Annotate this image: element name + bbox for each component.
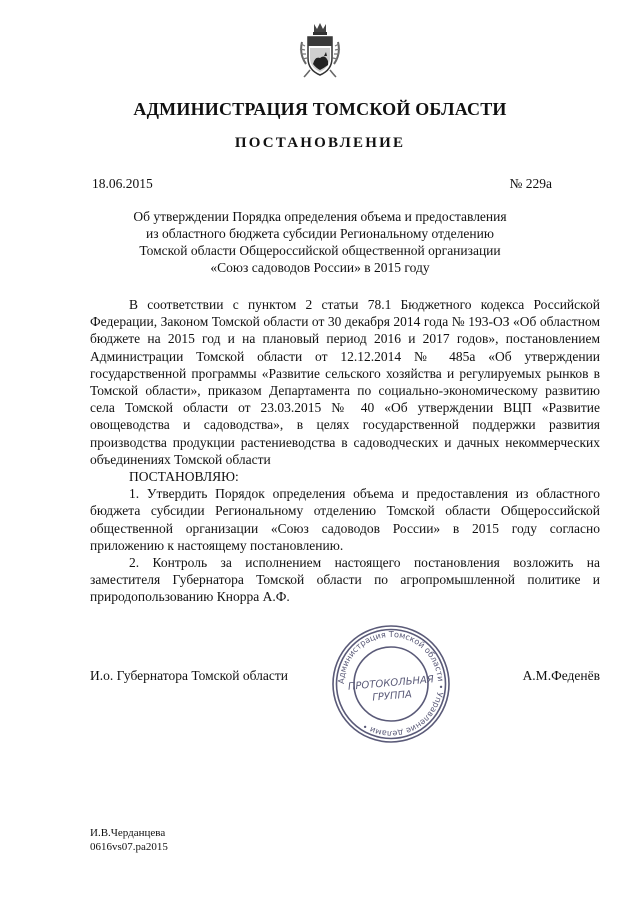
author-name: И.В.Черданцева — [90, 827, 166, 839]
document-code: 0616vs07.ра2015 — [90, 841, 168, 853]
document-footer — [90, 826, 168, 854]
signer-name: А.М.Феденёв — [522, 668, 600, 683]
signer-position: И.о. Губернатора Томской области — [90, 668, 288, 683]
stamp-ring-text: Администрация Томской области • Управление делами • — [335, 628, 447, 740]
coat-of-arms-icon — [298, 20, 342, 80]
subject-line: Томской области Общероссийской общественной организации — [139, 243, 501, 258]
document-number: № 229а — [509, 176, 552, 191]
decree-word: ПОСТАНОВЛЯЮ: — [129, 469, 239, 485]
document-subject — [120, 208, 520, 276]
subject-line: Об утверждении Порядка определения объема и предоставления — [133, 209, 507, 224]
subject-line: из областного бюджета субсидии Региональному отделению — [146, 226, 494, 241]
org-title: АДМИНИСТРАЦИЯ ТОМСКОЙ ОБЛАСТИ — [133, 99, 507, 119]
subject-line: «Союз садоводов России» в 2015 году — [210, 260, 430, 275]
decree-item-2: 2. Контроль за исполнением настоящего постановления возложить на заместителя Губернатора Томской области по агропромышленной политике и природопользованию Кнорра А.Ф. — [90, 555, 600, 605]
document-date: 18.06.2015 — [92, 176, 153, 191]
preamble-paragraph: В соответствии с пунктом 2 статьи 78.1 Бюджетного кодекса Российской Федерации, Законом Томской области от 30 декабря 2014 года № 193-ОЗ «Об областном бюджете на 2015 год и на плановый период 2016 и 2017 годов», постановлением Администрации Томской области от 12.12.2014 № 485а «Об утверждении государственной программы «Развитие сельского хозяйства и регулируемых рынков в Томской области», приказом Департамента по социально-экономическому развитию села Томской области от 23.03.2015 № 40 «Об утверждении ВЦП «Развитие овощеводства и садоводства», в целях государственной поддержки развития производства продукции растениеводства в садоводческих и дачных некоммерческих объединениях Томской области — [90, 297, 600, 467]
decree-item-1: 1. Утвердить Порядок определения объема и предоставления из областного бюджета субсидии Региональному отделению Томской области Общероссийской общественной организации «Союз садоводов России» в 2015 году согласно приложению к настоящему постановлению. — [90, 486, 600, 553]
official-stamp — [330, 623, 452, 745]
stamp-center-line-2: ГРУППА — [371, 689, 413, 704]
stamp-center-line-1: ПРОТОКОЛЬНАЯ — [347, 674, 435, 693]
document-body — [90, 296, 600, 606]
document-type: ПОСТАНОВЛЕНИЕ — [234, 135, 406, 151]
